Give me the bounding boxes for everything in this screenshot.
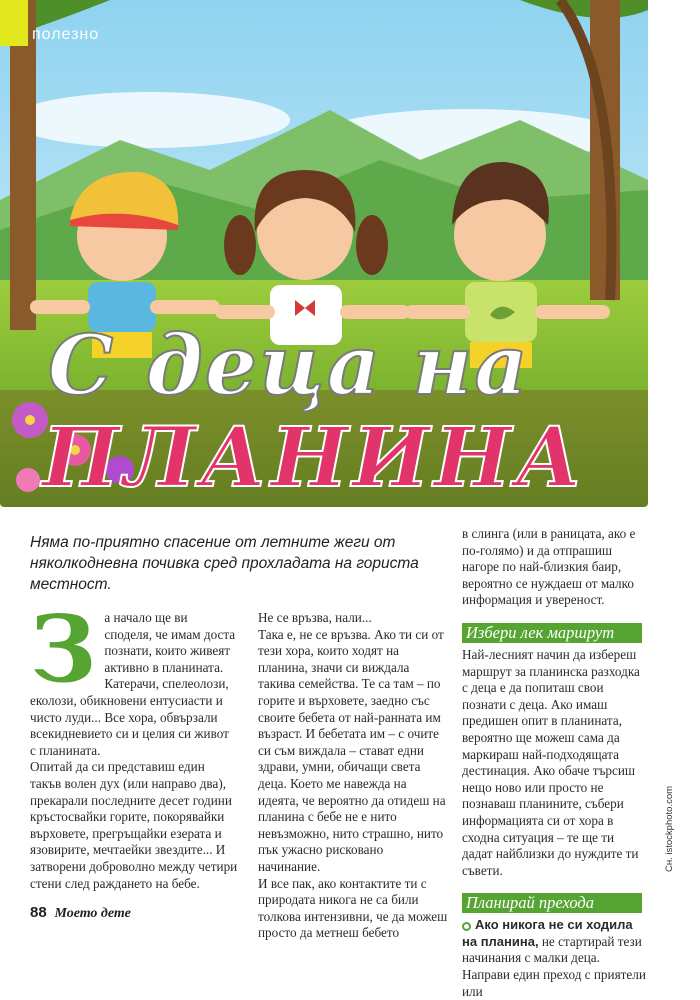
page-number: 88 bbox=[30, 904, 47, 921]
section-label: полезно bbox=[32, 26, 100, 43]
column-2-paragraph-2: Така е, не се връзва. Ако ти си от тези хора, които ходят на планина, значи си виждала такива семейства. Те са там – по горите и върховете, заедно със своите бебета от най-ранната им възраст. И бебетата им – с очите си съм виждала – стават едни здрави, умни, обичащи света деца. Което ме навежда на идеята, че вероятно да отидеш на планина с бебе не е нито невъзможно, нито страшно, нито пък ужасно рисковано начинание. bbox=[258, 626, 446, 874]
article-column-1 bbox=[30, 595, 238, 892]
title-line-2: ПЛАНИНА bbox=[42, 410, 586, 506]
title-line-1: С деца на bbox=[48, 318, 530, 414]
section-tab-marker bbox=[0, 0, 28, 46]
column-1-paragraph-2: Опитай да си представиш един такъв волен дух (или направо два), прекарали последните десет години кръстосвайки горите, покорявайки върховете, прегръщайки езерата и язовирите, мечтаейки звездите... И затворени доброволно между четири стени след раждането на бебе. bbox=[30, 759, 238, 891]
subhead-choose-route: Избери лек маршрут bbox=[462, 623, 642, 643]
magazine-name: Моето дете bbox=[54, 906, 131, 921]
lead-paragraph: Няма по-приятно спасение от летните жеги от няколкодневна почивка сред прохладата на гориста местност. bbox=[30, 534, 419, 593]
photo-credit: Сн. istockphoto.com bbox=[664, 785, 675, 872]
bullet-icon bbox=[462, 922, 471, 931]
page-footer bbox=[30, 904, 131, 922]
column-3-paragraph-3-text: не стартирай тези начинания с малки деца. Направи един преход с приятели или bbox=[462, 933, 646, 999]
bold-lead-in: Ако никога не си ходила на планина, bbox=[462, 917, 633, 949]
column-3-paragraph-2: Най-лесният начин да избереш маршрут за планинска разходка с деца е да попиташ свои познати с деца. Ако имаш предишен опит в планината, вероятно ще можеш сама да маркираш най-подходящата дестинация. Ако обаче търсиш нещо ново или просто не познаваш планините, събери информацията си от хора в сходна ситуация – те ще ти дадат найблизки до нуждите ти съвети. bbox=[462, 646, 640, 878]
article-column-3 bbox=[462, 526, 646, 1000]
column-3-paragraph-3 bbox=[462, 917, 646, 1000]
subhead-plan-hike: Планирай прехода bbox=[462, 893, 642, 913]
drop-cap: З bbox=[30, 595, 97, 703]
column-2-paragraph-3: И все пак, ако контактите ти с природата никога не са били толкова интензивни, че да можеш просто да метнеш бебето bbox=[258, 875, 448, 941]
column-3-paragraph-1: в слинга (или в раницата, ако е по-голямо) и да отпрашиш нагоре по най-близкия баир, вероятно се нуждаеш от малко информация и увереност. bbox=[462, 526, 636, 608]
column-2-paragraph-1: Не се връзва, нали... bbox=[258, 610, 372, 625]
article-column-2 bbox=[258, 610, 448, 942]
column-1-paragraph-1: а начало ще ви споделя, че имам доста познати, които живеят активно в планината. Катерачи, спелеолози, еколози, обикновени ентусиасти и чисто луди... Все хора, обвързали всекидневието си и целия си живот с планината. bbox=[30, 610, 236, 758]
